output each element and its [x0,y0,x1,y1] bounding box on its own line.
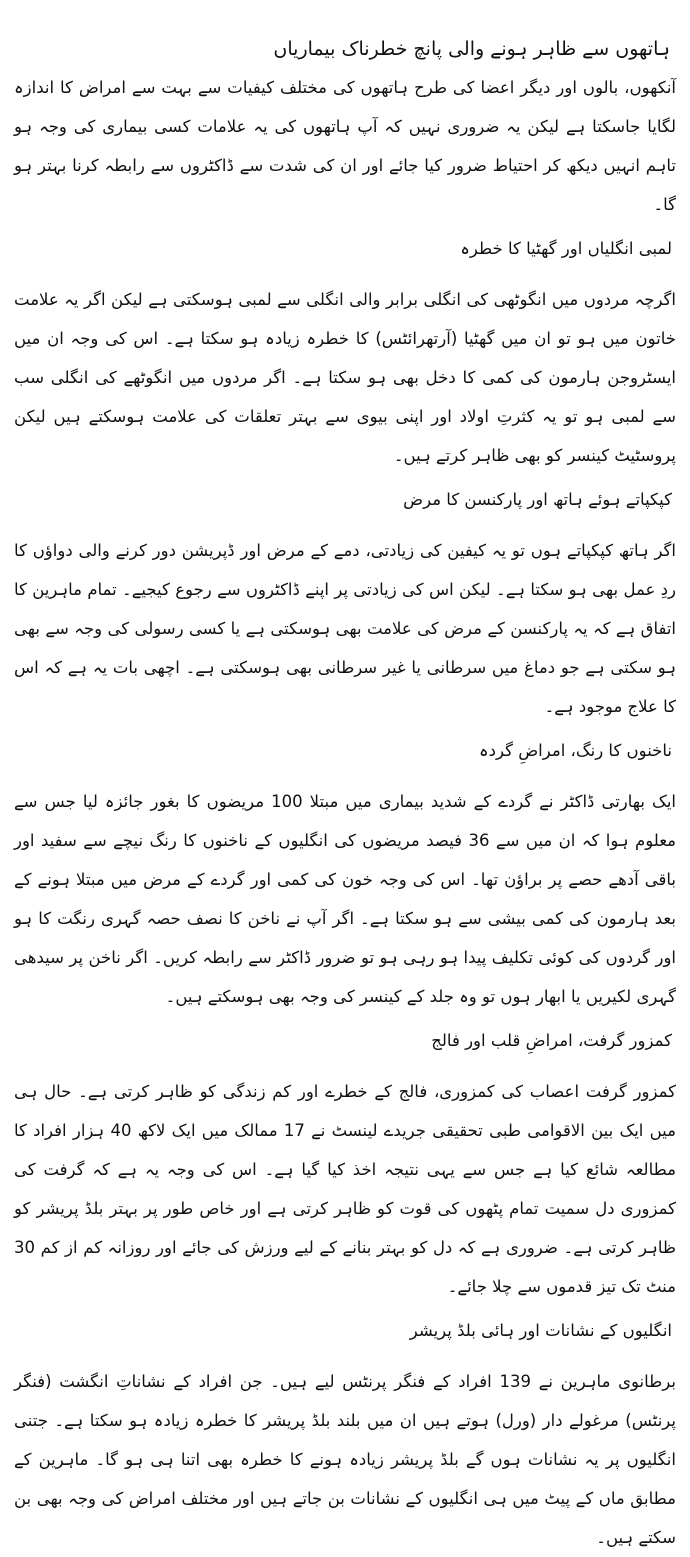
section-heading-nail-color: ناخنوں کا رنگ، امراضِ گردہ [479,741,672,760]
section-body-weak-grip: کمزور گرفت اعصاب کی کمزوری، فالج کے خطرے اور کم زندگی کو ظاہر کرتی ہے۔ حال ہی میں ایک بین الاقوامی طبی تحقیقی جریدے لینسٹ نے 17 ممالک میں ایک لاکھ 40 ہزار افراد کا مطالعہ شائع کیا ہے جس سے یہی نتیجہ اخذ کیا گیا ہے۔ اس کی وجہ یہ ہے کہ گرفت کی کمزوری دل سمیت تمام پٹھوں کی قوت کو ظاہر کرتی ہے اور خاص طور پر بہتر بلڈ پریشر کو ظاہر کرتی ہے۔ ضروری ہے کہ دل کو بہتر بنانے کے لیے ورزش کی جائے اور روزانہ کم از کم 30 منٹ تک تیز قدموں سے چلا جائے۔ [14,1082,677,1296]
section-heading-weak-grip: کمزور گرفت، امراضِ قلب اور فالج [431,1031,672,1050]
section-heading-fingerprints: انگلیوں کے نشانات اور ہائی بلڈ پریشر [409,1321,672,1340]
intro-paragraph: آنکھوں، بالوں اور دیگر اعضا کی طرح ہاتھوں کی مختلف کیفیات سے بہت سے امراض کا اندازہ لگایا جاسکتا ہے لیکن یہ ضروری نہیں کہ آپ ہاتھوں کی یہ علامات کسی بیماری کی وجہ ہو تاہم انہیں دیکھ کر احتیاط ضرور کیا جائے اور ان کی شدت سے ڈاکٹروں سے رابطہ کرنا بہتر ہو گا۔ [14,78,676,214]
article-title: ہاتھوں سے ظاہر ہونے والی پانچ خطرناک بیماریاں [273,38,670,60]
section-body-fingerprints: برطانوی ماہرین نے 139 افراد کے فنگر پرنٹس لیے ہیں۔ جن افراد کے نشاناتِ انگشت (فنگر پرنٹس) مرغولے دار (ورل) ہوتے ہیں ان میں بلند بلڈ پریشر کا خطرہ زیادہ ہو سکتا ہے۔ جتنی انگلیوں پر یہ نشانات ہوں گے بلڈ پریشر زیادہ ہونے کا خطرہ بھی اتنا ہی ہو گا۔ ماہرین کے مطابق ماں کے پیٹ میں ہی انگلیوں کے نشانات بن جاتے ہیں اور مختلف امراض کی وجہ بھی بن سکتے ہیں۔ [14,1372,677,1547]
section-heading-shaking-hands: کپکپاتے ہوئے ہاتھ اور پارکنسن کا مرض [403,490,672,509]
section-heading-long-fingers: لمبی انگلیاں اور گھٹیا کا خطرہ [460,239,672,258]
section-body-nail-color: ایک بھارتی ڈاکٹر نے گردے کے شدید بیماری میں مبتلا 100 مریضوں کا بغور جائزہ لیا جس سے معلوم ہوا کہ ان میں سے 36 فیصد مریضوں کی انگلیوں کے ناخنوں کا رنگ نیچے سے سفید اور باقی آدھے حصے پر براؤن تھا۔ اس کی وجہ خون کی کمی اور گردے کے مرض میں مبتلا ہونے کے بعد ہارمون کی کمی بیشی سے ہو سکتا ہے۔ اگر آپ نے ناخن کا نصف حصہ گہری رنگت کا ہو اور گردوں کی کوئی تکلیف پیدا ہو رہی ہو تو ضرور ڈاکٹر سے رابطہ کریں۔ اگر ناخن پر سیدھی گہری لکیریں یا ابھار ہوں تو وہ جلد کے کینسر کی وجہ بھی ہوسکتے ہیں۔ [14,792,676,1006]
section-body-shaking-hands: اگر ہاتھ کپکپاتے ہوں تو یہ کیفین کی زیادتی، دمے کے مرض اور ڈپریشن دور کرنے والی دواؤں کا ردِ عمل بھی ہو سکتا ہے۔ لیکن اس کی زیادتی پر اپنے ڈاکٹروں سے رجوع کیجیے۔ تمام ماہرین کا اتفاق ہے کہ یہ پارکنسن کے مرض کی علامت بھی ہوسکتی ہے یا کسی رسولی کی وجہ سے بھی ہو سکتی ہے جو دماغ میں سرطانی یا غیر سرطانی بھی ہوسکتی ہے۔ اچھی بات یہ ہے کہ اس کا علاج موجود ہے۔ [14,541,676,716]
section-body-long-fingers: اگرچہ مردوں میں انگوٹھی کی انگلی برابر والی انگلی سے لمبی ہوسکتی ہے لیکن اگر یہ علامت خاتون میں ہو تو ان میں گھٹیا (آرتھرائٹس) کا خطرہ زیادہ ہو سکتا ہے۔ اس کی وجہ ان میں ایسٹروجن ہارمون کی کمی کا دخل بھی ہو سکتا ہے۔ اگر مردوں میں انگوٹھے کی انگلی سب سے لمبی ہو تو یہ کثرتِ اولاد اور اپنی بیوی سے بہتر تعلقات کی علامت ہوسکتے ہیں لیکن پروسٹیٹ کینسر کو بھی ظاہر کرتے ہیں۔ [14,290,676,465]
